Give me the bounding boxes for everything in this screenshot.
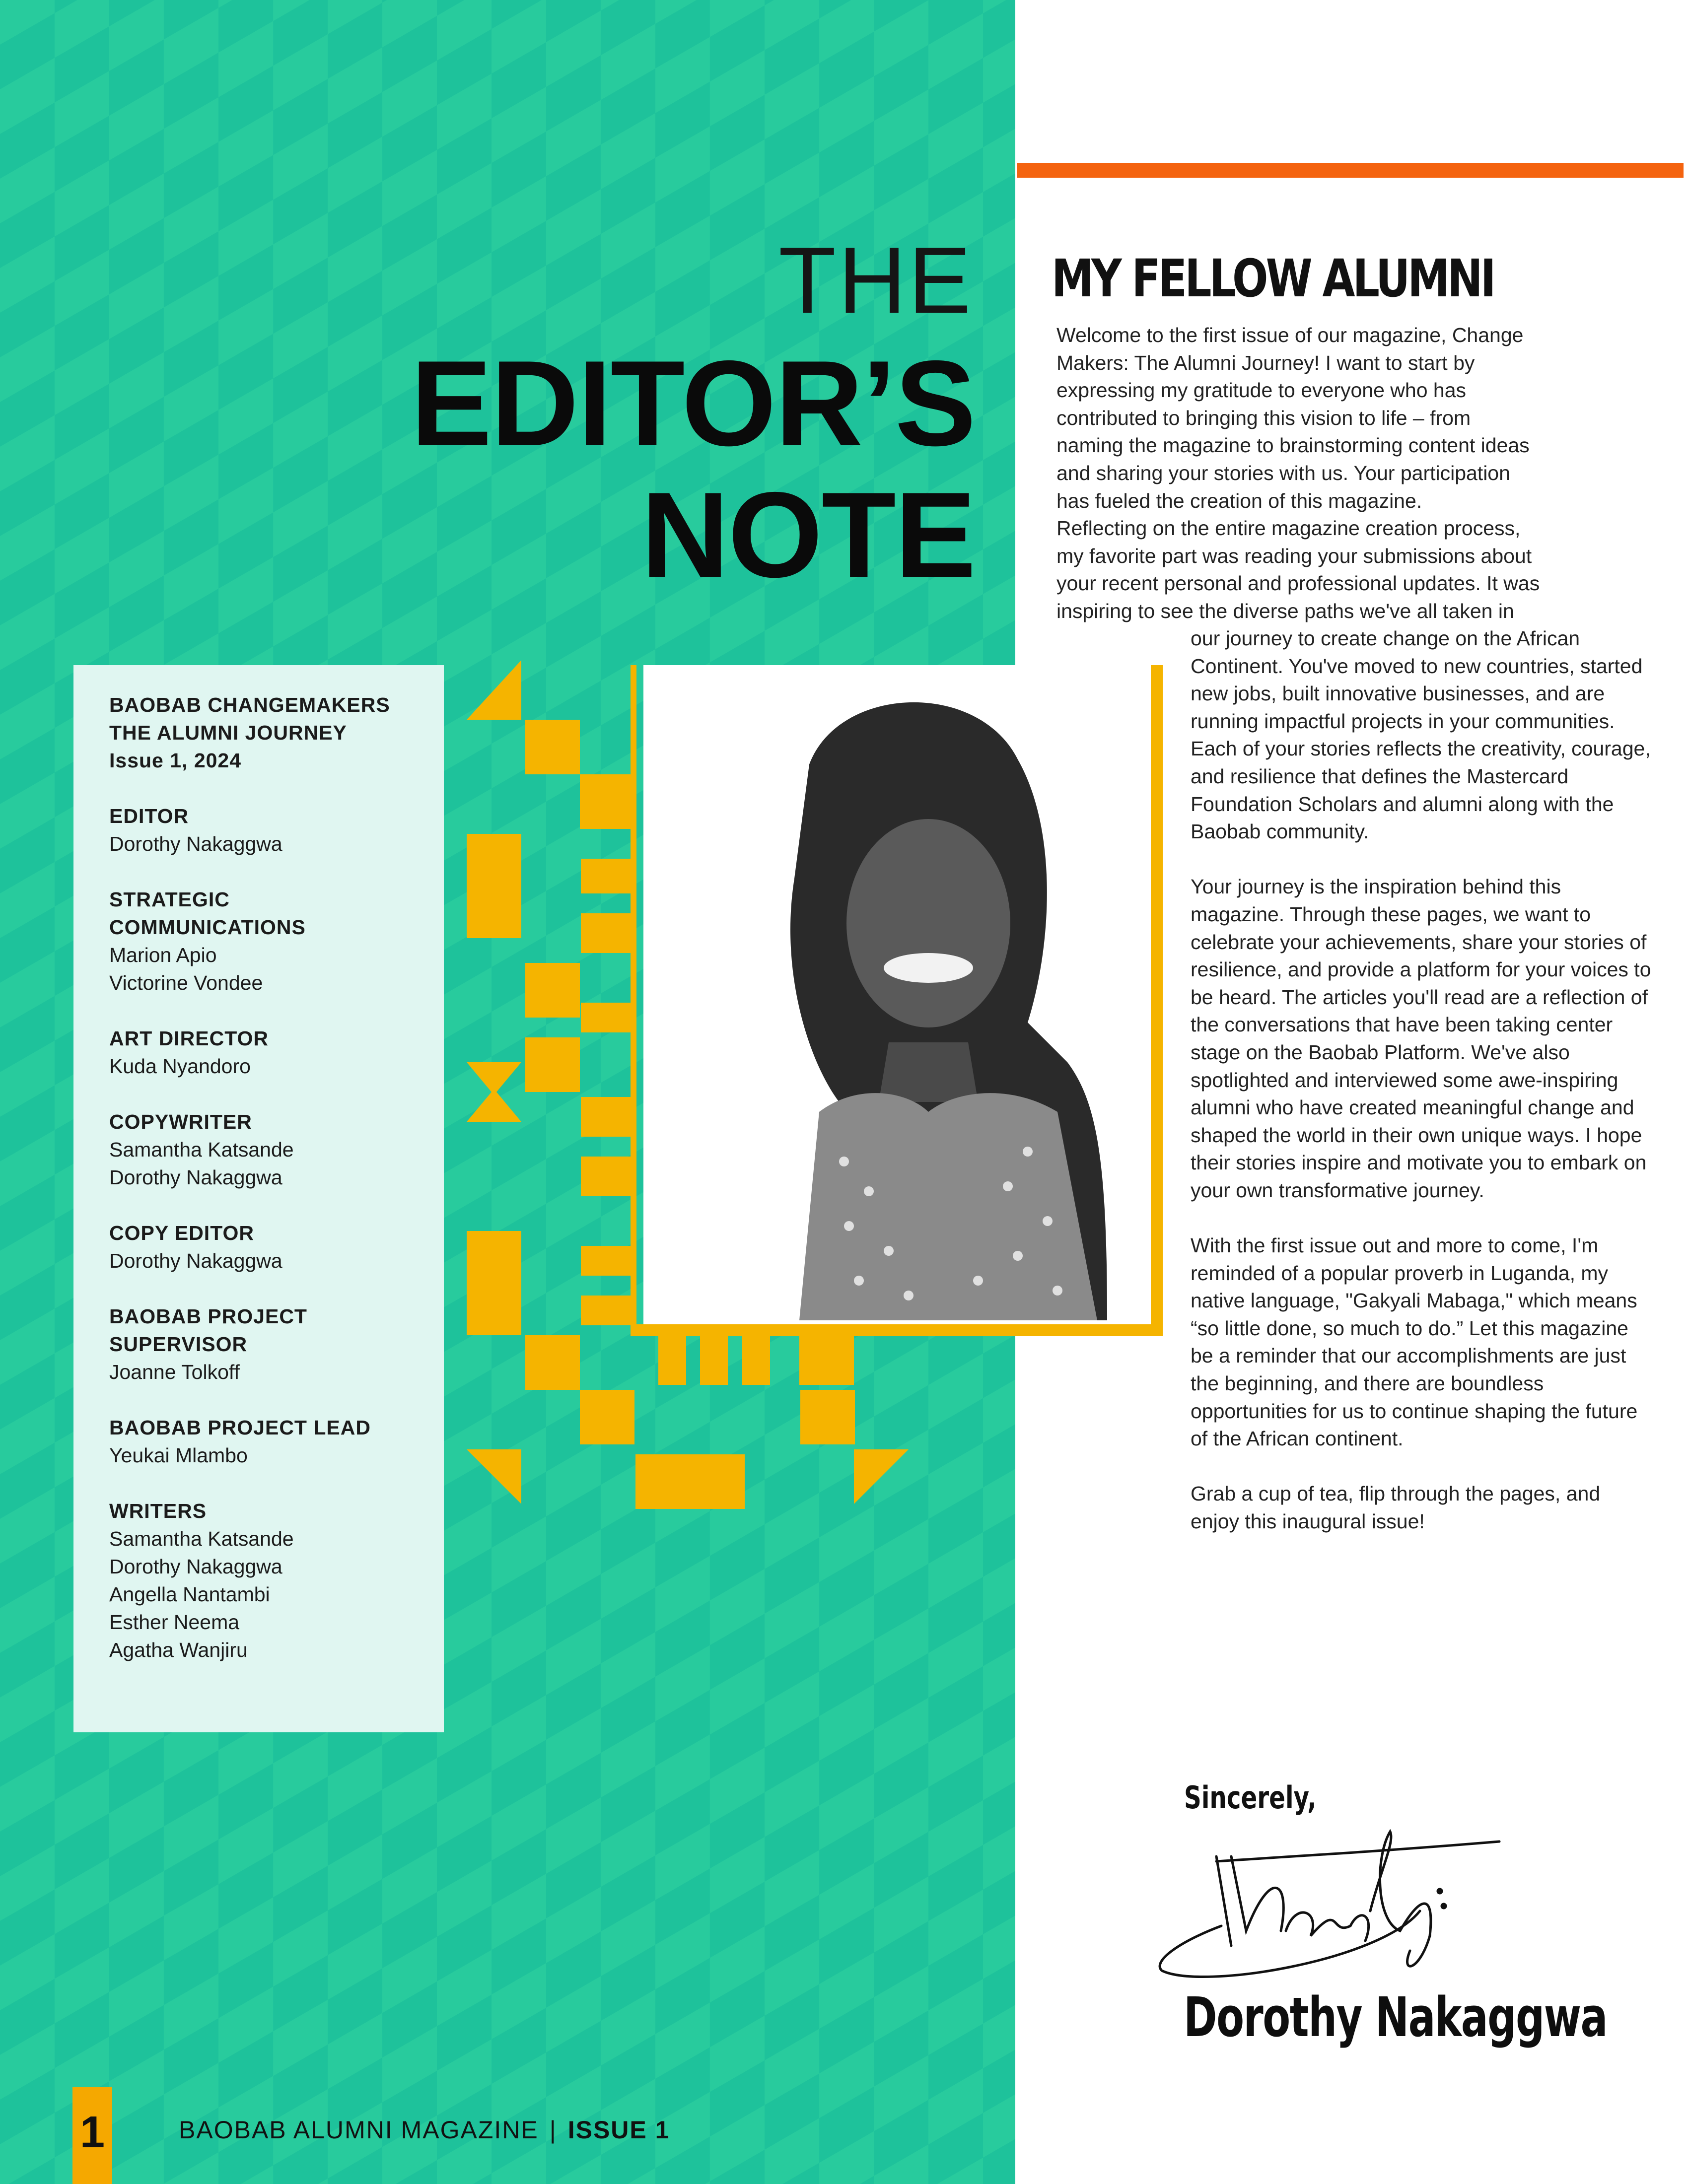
signature-graphic xyxy=(1142,1812,1509,1990)
page-number: 1 xyxy=(79,2108,105,2157)
credit-name: Victorine Vondee xyxy=(109,971,263,994)
credit-heading: COPY EDITOR xyxy=(109,1222,254,1244)
credit-name: Kuda Nyandoro xyxy=(109,1055,251,1078)
credit-name: Agatha Wanjiru xyxy=(109,1638,248,1661)
letter-line: inspiring to see the diverse paths we've all taken in xyxy=(1056,599,1514,622)
credit-writers xyxy=(109,1497,432,1664)
letter-intro xyxy=(1056,322,1647,625)
credit-name: Samantha Katsande xyxy=(109,1527,294,1550)
letter-paragraph: our journey to create change on the African Continent. You've moved to new countries, started new jobs, built innovative businesses, and are running impactful projects in your communities. Each of your stories reflects the creativity, courage, and resilience that defines the Mastercard Foundation Scholars and alumni along with the Baobab community. xyxy=(1191,627,1651,843)
footer xyxy=(179,2116,670,2144)
letter-paragraph: With the first issue out and more to come, I'm reminded of a popular proverb in Luganda, my native language, "Gakyali Mabaga," which means “so little done, so much to do.” Let this magazine be a reminder that our accomplishments are just the beginning, and there are boundless opportunities for us to continue shaping the future of the African continent. xyxy=(1191,1234,1638,1450)
orange-accent-bar xyxy=(1017,163,1684,178)
credit-name: Dorothy Nakaggwa xyxy=(109,1166,282,1189)
credits-panel xyxy=(73,665,444,1732)
letter-paragraph: Your journey is the inspiration behind this magazine. Through these pages, we want to celebrate your achievements, share your stories of resilience, and provide a platform for your voices to be heard. The articles you'll read are a reflection of the conversations that have been taking center stage on the Baobab Platform. We've also spotlighted and interviewed some awe-inspiring alumni who have created meaningful change and shaped the world in their own unique ways. I hope their stories inspire and motivate you to embark on your own transformative journey. xyxy=(1191,875,1651,1202)
letter-line: naming the magazine to brainstorming content ideas xyxy=(1056,434,1530,457)
signer-name: Dorothy Nakaggwa xyxy=(1184,1985,1607,2049)
credit-issue: Issue 1, 2024 xyxy=(109,749,242,772)
letter-line: and sharing your stories with us. Your participation xyxy=(1056,461,1510,484)
credit-name: Dorothy Nakaggwa xyxy=(109,832,282,855)
credit-masthead xyxy=(109,691,432,774)
credit-name: Marion Apio xyxy=(109,944,217,966)
letter-body xyxy=(1191,625,1652,1563)
credit-project-supervisor xyxy=(109,1302,432,1386)
letter-line: contributed to bringing this vision to life – from xyxy=(1056,406,1471,429)
credit-copywriter xyxy=(109,1108,432,1191)
letter-line: Welcome to the first issue of our magazine, Change xyxy=(1056,324,1524,346)
letter-line: your recent personal and professional updates. It was xyxy=(1056,572,1540,595)
credit-name: Angella Nantambi xyxy=(109,1583,270,1606)
credit-copy-editor xyxy=(109,1219,432,1275)
credit-heading: COPYWRITER xyxy=(109,1110,252,1133)
credit-heading: BAOBAB PROJECT SUPERVISOR xyxy=(109,1305,307,1356)
letter-line: has fueled the creation of this magazine. xyxy=(1056,489,1422,512)
footer-issue: ISSUE 1 xyxy=(567,2116,670,2144)
credit-strategic-communications xyxy=(109,886,432,997)
credit-heading: ART DIRECTOR xyxy=(109,1027,269,1050)
footer-magazine: BAOBAB ALUMNI MAGAZINE xyxy=(179,2116,539,2144)
credit-name: Samantha Katsande xyxy=(109,1138,294,1161)
credit-editor xyxy=(109,802,432,858)
credit-heading: WRITERS xyxy=(109,1500,207,1522)
photo-frame xyxy=(631,665,1167,1340)
credit-art-director xyxy=(109,1024,432,1080)
credit-name: Dorothy Nakaggwa xyxy=(109,1555,282,1578)
credit-heading: BAOBAB PROJECT LEAD xyxy=(109,1416,371,1439)
title-editors: EDITOR’S xyxy=(411,335,975,471)
letter-line: Makers: The Alumni Journey! I want to start by xyxy=(1056,351,1475,374)
letter-paragraph: Grab a cup of tea, flip through the pages, and enjoy this inaugural issue! xyxy=(1191,1482,1601,1533)
credit-name: Joanne Tolkoff xyxy=(109,1361,240,1383)
credit-heading: STRATEGIC COMMUNICATIONS xyxy=(109,888,306,939)
footer-separator: | xyxy=(549,2116,557,2144)
credit-heading: BAOBAB CHANGEMAKERS THE ALUMNI JOURNEY xyxy=(109,693,390,744)
credit-name: Yeukai Mlambo xyxy=(109,1444,248,1467)
closing: Sincerely, xyxy=(1184,1779,1317,1816)
letter-line: expressing my gratitude to everyone who has xyxy=(1056,379,1467,402)
letter-line: my favorite part was reading your submissions about xyxy=(1056,544,1532,567)
letter-heading: MY FELLOW ALUMNI xyxy=(1052,248,1494,309)
title-the: THE xyxy=(778,228,973,333)
credit-project-lead xyxy=(109,1414,432,1469)
portrait-photo xyxy=(790,702,1107,1320)
letter-line: Reflecting on the entire magazine creation process, xyxy=(1056,517,1521,540)
title-note: NOTE xyxy=(641,467,975,603)
credit-name: Dorothy Nakaggwa xyxy=(109,1249,282,1272)
credit-heading: EDITOR xyxy=(109,805,189,827)
credit-name: Esther Neema xyxy=(109,1611,240,1634)
